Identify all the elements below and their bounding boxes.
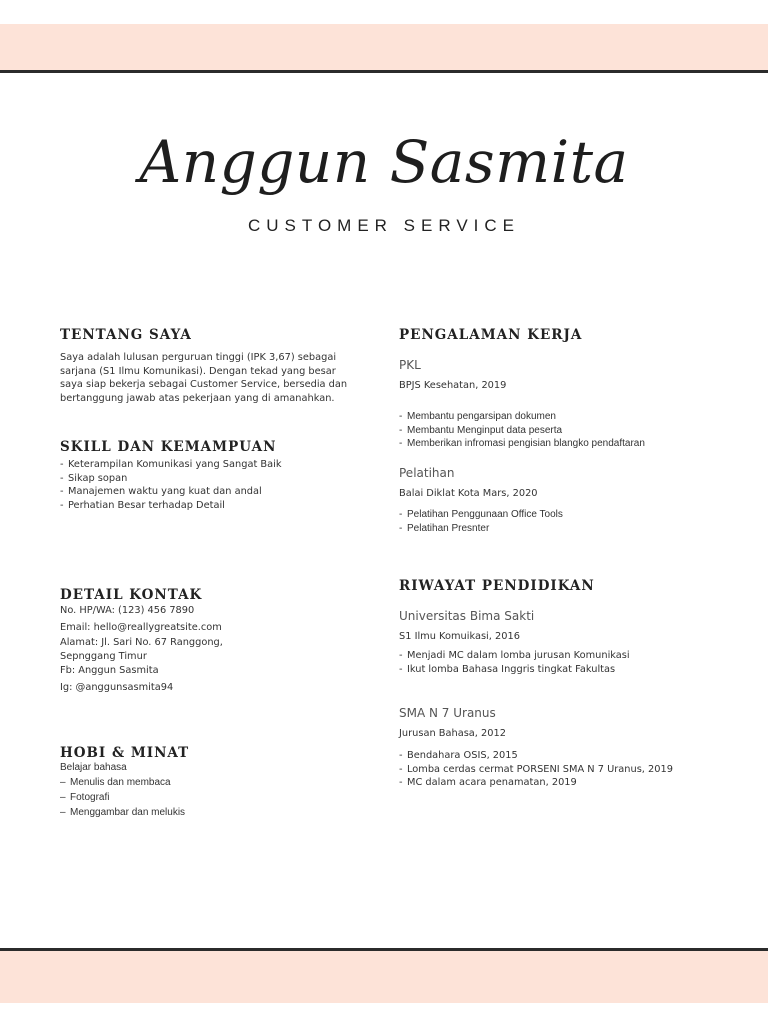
contact-heading: DETAIL KONTAK [60, 587, 203, 603]
about-heading: TENTANG SAYA [60, 327, 192, 343]
skills-heading: SKILL DAN KEMAMPUAN [60, 439, 277, 455]
skill-item: - Manajemen waktu yang kuat dan andal [60, 485, 290, 499]
school-activities-list [399, 749, 739, 790]
hobby-item: – Fotografi [60, 790, 310, 805]
job-duty: - Membantu Menginput data peserta [399, 424, 739, 438]
school-name: Universitas Bima Sakti [399, 609, 535, 623]
school-activity: - Bendahara OSIS, 2015 [399, 749, 739, 763]
school-major: S1 Ilmu Komuikasi, 2016 [399, 631, 520, 642]
skills-list [60, 458, 290, 512]
contact-email: Email: hello@reallygreatsite.com [60, 622, 222, 633]
bottom-decorative-band [0, 948, 768, 1003]
hobby-intro: Belajar bahasa [60, 762, 127, 773]
job-duty: - Pelatihan Penggunaan Office Tools [399, 508, 739, 522]
hobby-list [60, 775, 310, 820]
contact-instagram: Ig: @anggunsasmita94 [60, 682, 174, 693]
contact-phone: No. HP/WA: (123) 456 7890 [60, 605, 195, 616]
job-duty: - Membantu pengarsipan dokumen [399, 410, 739, 424]
skill-item: - Perhatian Besar terhadap Detail [60, 499, 290, 513]
education-heading: RIWAYAT PENDIDIKAN [399, 578, 595, 594]
school-activities-list [399, 649, 739, 676]
school-name: SMA N 7 Uranus [399, 706, 496, 720]
school-activity: - Ikut lomba Bahasa Inggris tingkat Fakultas [399, 663, 739, 677]
job-duties-list [399, 410, 739, 451]
school-major: Jurusan Bahasa, 2012 [399, 728, 506, 739]
top-decorative-band [0, 24, 768, 73]
candidate-name: Anggun Sasmita [139, 128, 629, 196]
school-activity: - MC dalam acara penamatan, 2019 [399, 776, 739, 790]
hobby-heading: HOBI & MINAT [60, 745, 190, 761]
school-activity: - Menjadi MC dalam lomba jurusan Komunikasi [399, 649, 739, 663]
job-title: CUSTOMER SERVICE [247, 216, 521, 235]
contact-facebook: Fb: Anggun Sasmita [60, 665, 159, 676]
job-org: Balai Diklat Kota Mars, 2020 [399, 488, 538, 499]
skill-item: - Sikap sopan [60, 472, 290, 486]
experience-heading: PENGALAMAN KERJA [399, 327, 583, 343]
school-activity: - Lomba cerdas cermat PORSENI SMA N 7 Uranus, 2019 [399, 763, 739, 777]
job-org: BPJS Kesehatan, 2019 [399, 380, 507, 391]
skill-item: - Keterampilan Komunikasi yang Sangat Baik [60, 458, 290, 472]
contact-address: Alamat: Jl. Sari No. 67 Ranggong, Sepnggang Timur [60, 637, 223, 662]
hobby-item: – Menggambar dan melukis [60, 805, 310, 820]
job-duty: - Pelatihan Presnter [399, 522, 739, 536]
job-duties-list [399, 508, 739, 535]
job-duty: - Memberikan infromasi pengisian blangko pendaftaran [399, 437, 739, 451]
job-role: PKL [399, 358, 421, 372]
hobby-item: – Menulis dan membaca [60, 775, 310, 790]
about-text: Saya adalah lulusan perguruan tinggi (IPK 3,67) sebagai sarjana (S1 Ilmu Komunikasi). Dengan tekad yang besar saya siap bekerja sebagai Customer Service, bersedia dan bertanggung jawab atas pekerjaan yang di amanahkan. [60, 352, 348, 404]
job-role: Pelatihan [399, 466, 455, 480]
